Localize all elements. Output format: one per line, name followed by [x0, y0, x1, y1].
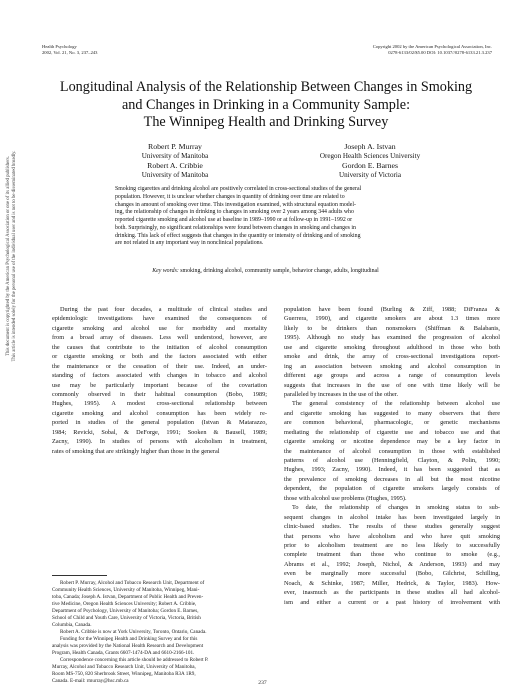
author-footnote	[52, 580, 267, 685]
body-line: use and cigarette smoking throughout adulthood in those who both	[284, 343, 500, 351]
body-line: sequent changes in alcohol intake has been investigated largely in	[284, 513, 500, 521]
abstract-line: ing, the relationship of changes in drinking to changes in smoking over 2 years among 344 adults who	[115, 209, 354, 216]
footnote-line: Correspondence concerning this article should be addressed to Robert P.	[60, 657, 209, 664]
footnote-line: Program, Health Canada, Grants 6607-1474-DA and 6610-2166-101.	[52, 650, 195, 657]
body-line: different age groups and across a range of consumption levels	[284, 372, 500, 380]
body-line: During the past four decades, a multitude of clinical studies and	[60, 306, 267, 313]
body-line: likely to be drinkers than nonsmokers (Shiffman & Balabanis,	[284, 324, 500, 332]
body-line: Noach, & Schinke, 1987; Miller, Hedrick, & Taylor, 1983). How-	[284, 579, 500, 587]
author-name: Robert P. Murray	[148, 142, 202, 151]
abstract-line: changes in amount of smoking over time. This investigation examined, with structural equation model-	[115, 201, 356, 208]
keywords-label: Key words:	[152, 268, 179, 274]
footnote-line: School of Child and Youth Care, University of Victoria, Victoria, British	[52, 615, 201, 622]
abstract	[115, 186, 416, 248]
author-block	[110, 142, 240, 161]
footnote-line: Room MS-750, 820 Sherbrook Street, Winnipeg, Manitoba R3A 1R9,	[52, 671, 196, 678]
body-column-right	[284, 305, 500, 607]
body-line: 1995). Although no study has examined the progression of alcohol	[284, 334, 500, 342]
side-notice-line: This article is intended solely for the personal use of the individual user and is not to be disseminated broadly.	[12, 150, 18, 362]
body-line: cigarette smoking and alcohol use for morbidity and mortality	[52, 324, 267, 332]
body-line: ism and either a current or a past history of involvement with	[284, 598, 500, 606]
body-line: standing of factors associated with changes in tobacco and alcohol	[52, 372, 267, 380]
journal-name: Health Psychology	[42, 44, 77, 49]
abstract-line: are not related in any important way in nonclinical populations.	[115, 240, 264, 247]
body-line: Abrams et al., 1992; Joseph, Nichol, & Anderson, 1993) and may	[284, 560, 500, 568]
keywords	[115, 268, 416, 275]
abstract-line: population. However, it is unclear whether changes in quantity of drinking over time are related to	[115, 193, 345, 200]
body-line: suggests that increases in the use of one with time likely will be	[284, 381, 500, 389]
body-line: ing an association between smoking and alcohol consumption in	[284, 362, 500, 370]
doi-line: 0278-6133/02/$5.00 DOI: 10.1037//0278-6133.21.3.237	[388, 50, 492, 55]
body-line: To date, the relationship of changes in smoking status to sub-	[292, 504, 500, 512]
body-line: 1984; Revicki, Sobal, & DeForge, 1991; Sooken & Bausell, 1989;	[52, 428, 267, 436]
footnote-line: Canada. E-mail: rmurray@hsc.mb.ca	[52, 678, 129, 685]
running-header-left	[42, 44, 97, 56]
journal-citation: 2002, Vol. 21, No. 3, 237–243	[42, 50, 98, 55]
author-block	[300, 161, 440, 180]
footnote-line: analysis was provided by the National Health Research and Development	[52, 643, 204, 650]
body-line: and cigarette smoking has suggested to many observers that there	[284, 409, 500, 417]
body-line: epidemiologic investigations have examined the consequences of	[52, 315, 267, 323]
author-name: Robert A. Cribbie	[147, 161, 203, 170]
body-line: Guerrera, 1990), and cigarette smokers are about 1.3 times more	[284, 315, 500, 323]
body-line: or cigarette smoking or both and the factors associated with either	[52, 353, 267, 361]
body-line: prior to alcoholism treatment are no less likely to successfully	[284, 541, 500, 549]
author-affiliation: University of Manitoba	[141, 170, 209, 179]
footnote-line: tive Medicine, Oregon Health Sciences University; Robert A. Cribbie,	[52, 601, 197, 608]
body-line: use may be particularly important because of the covariation	[52, 381, 267, 389]
body-line: The general consistency of the relationship between alcohol use	[292, 400, 500, 408]
author-name: Gordon E. Barnes	[341, 161, 399, 170]
body-line: from a broad array of diseases. Less well understood, however, are	[52, 334, 267, 342]
author-block	[110, 161, 240, 180]
abstract-line: Smoking cigarettes and drinking alcohol are positively correlated in cross-sectional studies of the general	[115, 186, 362, 192]
keywords-text: smoking, drinking alcohol, community sample, behavior change, adults, longitudinal	[178, 268, 379, 274]
body-line: dependent, the population of cigarette smokers largely consists of	[284, 485, 500, 493]
body-line: commonly observed in their habitual consumption (Bobo, 1989;	[52, 390, 267, 398]
footnote-line: Murray, Alcohol and Tobacco Research Unit, University of Manitoba,	[52, 664, 196, 671]
copyright-line: Copyright 2002 by the American Psychological Association, Inc.	[372, 44, 492, 49]
body-line: Hughes, 1993; Zacny, 1990). Indeed, it has been suggested that as	[284, 466, 500, 474]
body-line: are common behavioral, pharmacologic, or genetic mechanisms	[284, 419, 500, 427]
body-line: cigarette smoking and alcohol consumption has been widely re-	[52, 409, 267, 417]
body-line: cigarette smoking or nicotine dependence may be a key factor in	[284, 438, 500, 446]
footnote-rule	[52, 575, 107, 576]
article-title	[40, 79, 492, 132]
running-header-right	[373, 44, 492, 56]
author-name: Joseph A. Istvan	[344, 142, 396, 151]
title-line: and Changes in Drinking in a Community Sample:	[121, 96, 411, 113]
body-line: mediating the relationship of cigarette use and tobacco use and that	[284, 428, 500, 436]
body-column-left	[52, 305, 267, 456]
footnote-line: Community Health Sciences, University of Manitoba, Winnipeg, Mani-	[52, 587, 200, 594]
title-line: Longitudinal Analysis of the Relationship Between Changes in Smoking	[59, 79, 473, 95]
body-line: complete treatment than those who continue to smoke (e.g.,	[284, 551, 500, 559]
body-line: ever, inasmuch as the participants in these studies all had alcohol-	[284, 589, 500, 597]
author-affiliation: University of Manitoba	[141, 151, 209, 160]
page-number: 237	[258, 680, 267, 686]
side-notice-line: This document is copyrighted by the American Psychological Association or one of its allied publishers.	[6, 156, 11, 356]
body-line: the maintenance of alcohol consumption in those with established	[284, 447, 500, 455]
footnote-line: Robert A. Cribbie is now at York University, Toronto, Ontario, Canada.	[60, 629, 207, 636]
body-line: ported in studies of the general population (Istvan & Matarazzo,	[52, 419, 267, 427]
body-line: those with alcohol use problems (Hughes, 1995).	[284, 494, 407, 502]
footnote-line: Department of Psychology, University of Manitoba; Gordon E. Barnes,	[52, 608, 199, 615]
body-line: the prevalence of smoking decreases in all but the most nicotine	[284, 475, 500, 483]
abstract-line: both. Surprisingly, no significant relationships were found between changes in smoking and changes in	[115, 224, 356, 231]
footnote-line: Robert P. Murray, Alcohol and Tobacco Research Unit, Department of	[60, 580, 205, 586]
body-line: paralleled by increases in the use of the other.	[284, 390, 399, 398]
footnote-line: toba, Canada; Joseph A. Istvan, Department of Public Health and Preven-	[52, 594, 204, 601]
footnote-line: Columbia, Canada.	[52, 622, 92, 629]
author-affiliation: Oregon Health Sciences University	[319, 151, 421, 160]
abstract-line: drinking. This lack of effect suggests that changes in the quantity or intensity of drinking and of smoking	[115, 232, 361, 239]
body-line: smoke and drink, the array of cross-sectional investigations report-	[284, 353, 500, 361]
title-line: The Winnipeg Health and Drinking Survey	[143, 114, 389, 130]
body-line: even be marginally more successful (Bobo, Gilchrist, Schilling,	[284, 570, 500, 578]
body-line: rates of smoking that are strikingly higher than those in the general	[52, 447, 220, 455]
copyright-side-notice	[6, 36, 19, 476]
author-affiliation: University of Victoria	[338, 170, 402, 179]
body-line: the maintenance or the cessation of their use. Indeed, an under-	[52, 362, 267, 370]
body-line: patterns of alcohol use (Henningfield, Clayton, & Polin, 1990;	[284, 457, 500, 464]
body-line: population have been found (Burling & Ziff, 1988; DiFranza &	[284, 306, 500, 313]
body-line: Zacny, 1990). In studies of persons with alcoholism in treatment,	[52, 438, 267, 446]
body-line: that persons who have alcoholism and who have quit smoking	[284, 532, 500, 540]
body-line: clinic-based studies. The results of these studies generally suggest	[284, 523, 500, 531]
body-line: the causes that contribute to the initiation of alcohol consumption	[52, 343, 267, 351]
abstract-line: reported cigarette smoking and alcohol use at baseline in 1989–1990 or at follow-up in 1991–1992 or	[115, 217, 353, 223]
footnote-line: Funding for the Winnipeg Health and Drinking Survey and for this	[60, 636, 198, 643]
body-line: Hughes, 1995). A modest cross-sectional relationship between	[52, 400, 267, 408]
author-block	[290, 142, 450, 161]
